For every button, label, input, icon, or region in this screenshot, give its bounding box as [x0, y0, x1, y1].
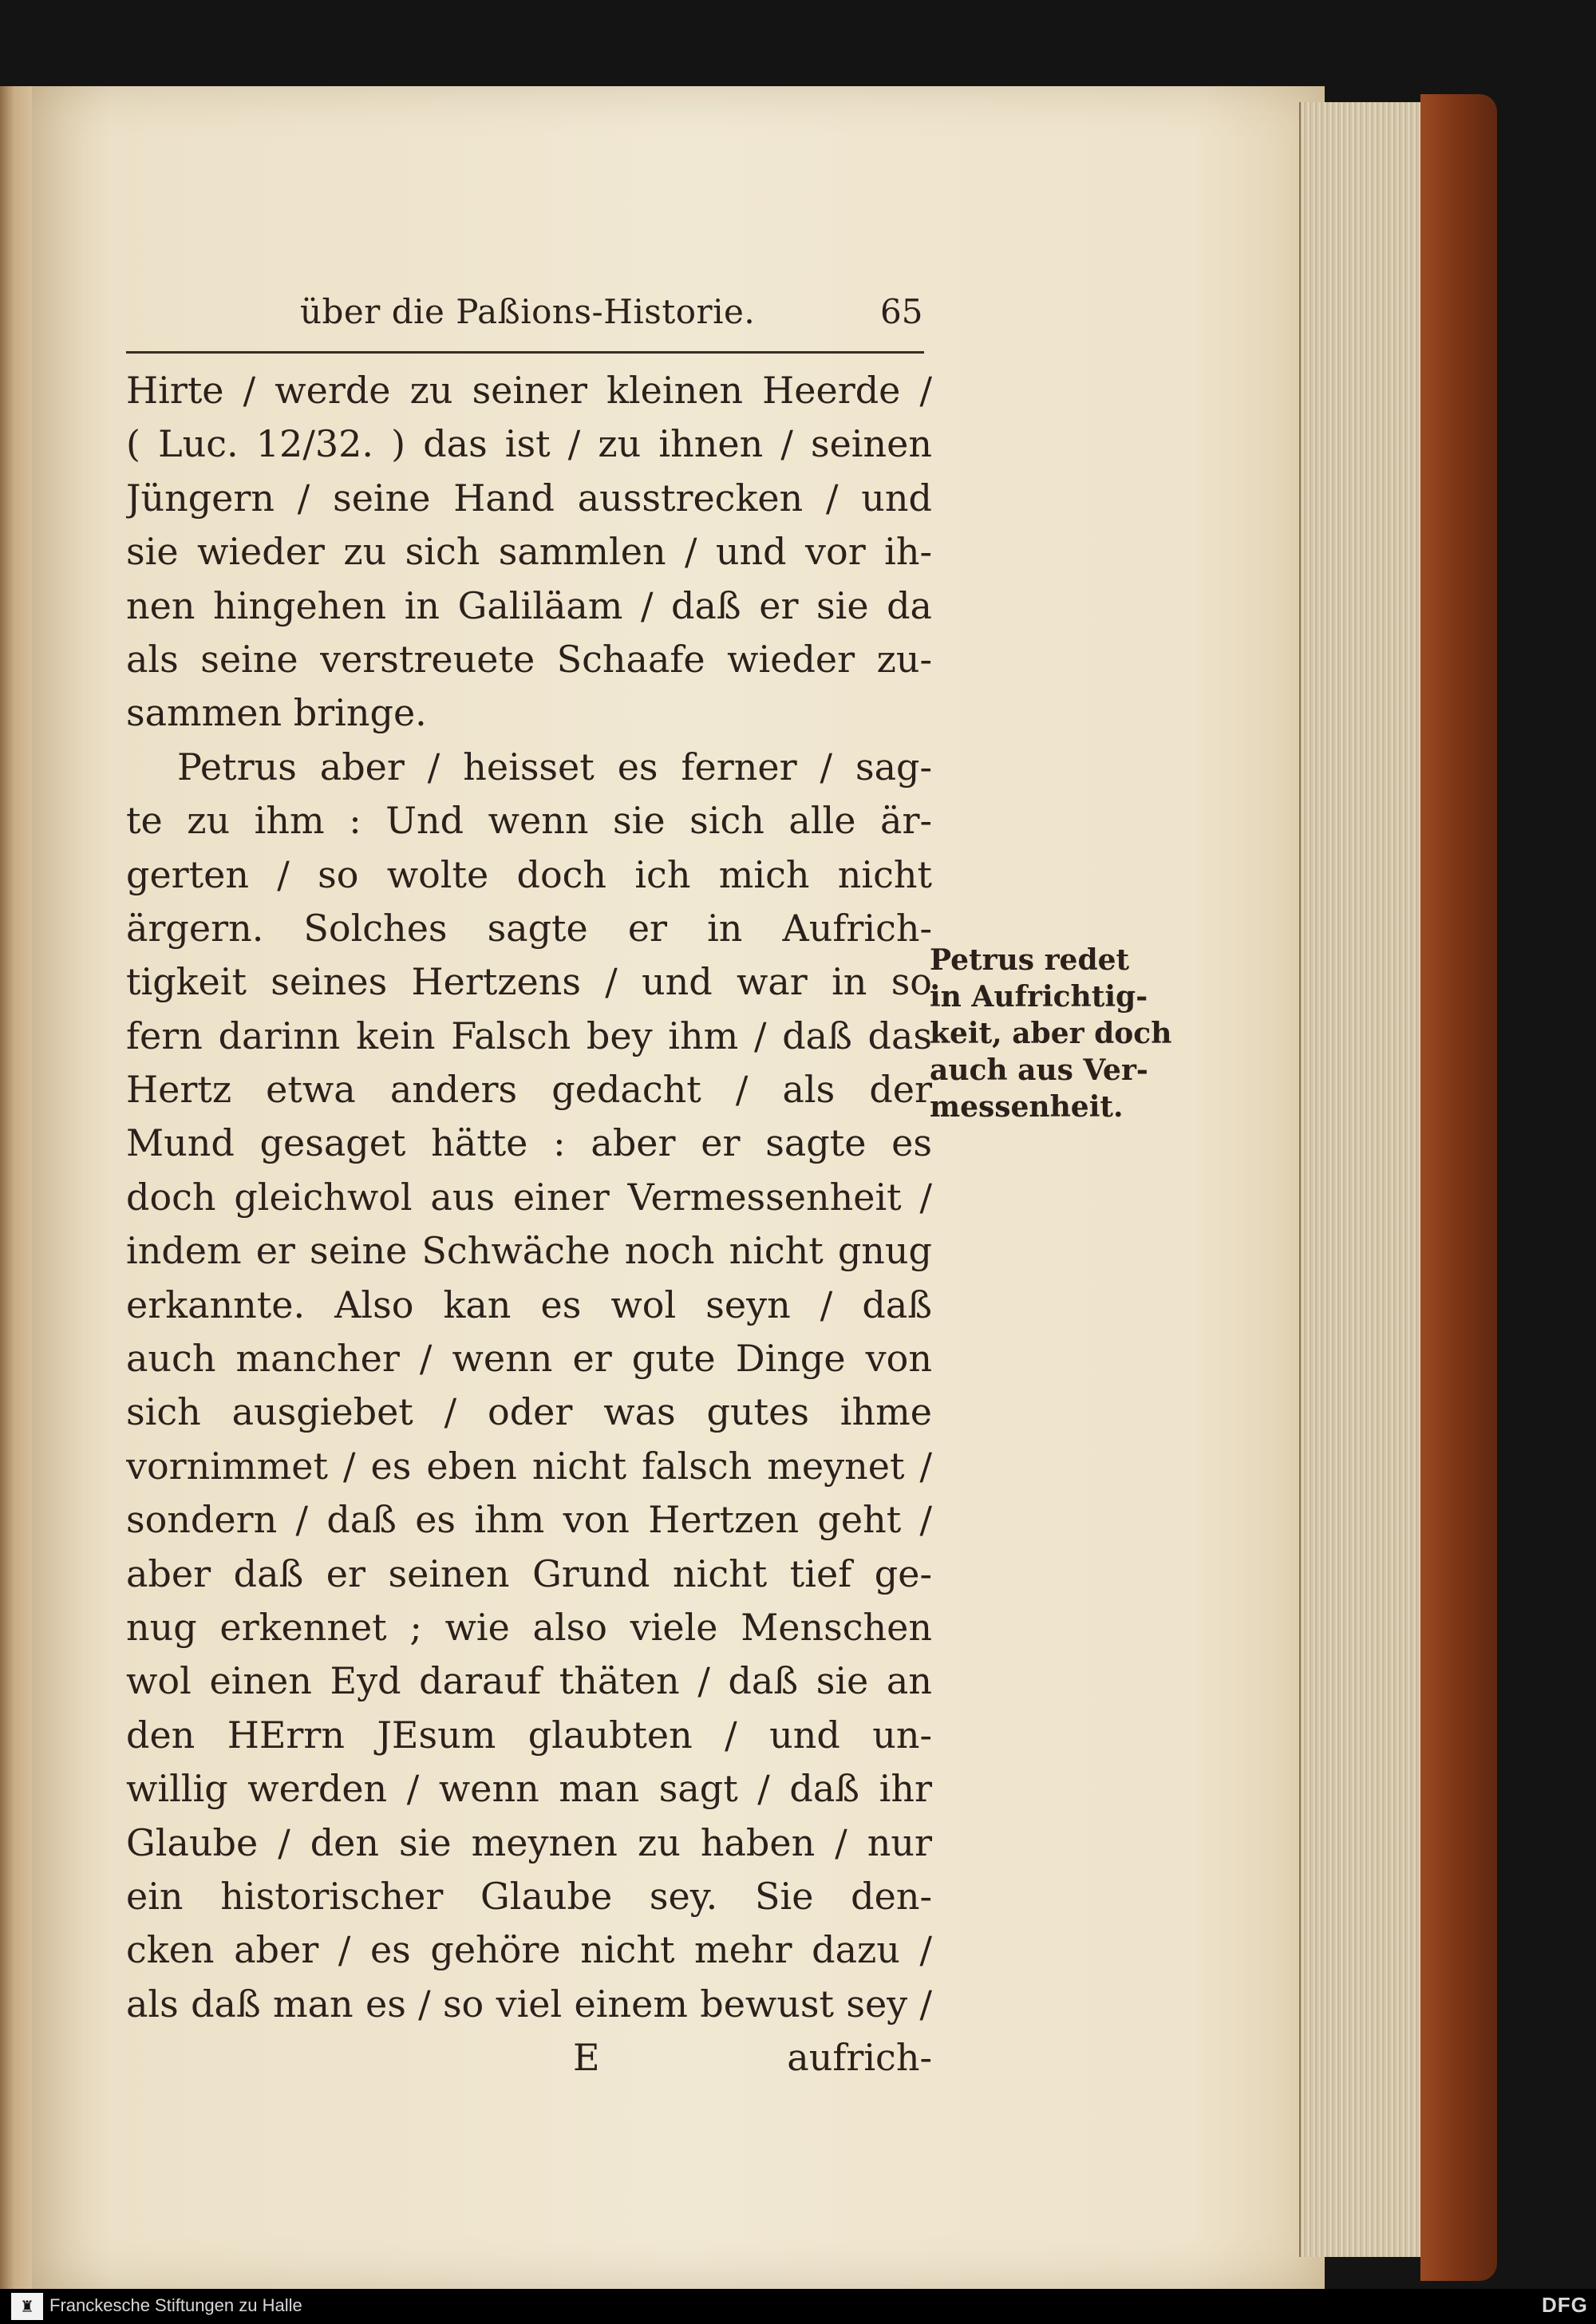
- text-line: sondern / daß es ihm von Hertzen geht /: [126, 1498, 932, 1542]
- page-edges: [1299, 102, 1428, 2257]
- text-line: als daß man es / so viel einem bewust sey /: [126, 1982, 932, 2026]
- book-page: [32, 86, 1325, 2289]
- text-line: sammen bringe.: [126, 691, 427, 735]
- margin-note-line: messenheit.: [930, 1090, 1124, 1124]
- text-line: willig werden / wenn man sagt / daß ihr: [126, 1767, 932, 1811]
- book-cover: [1420, 94, 1497, 2281]
- text-line: wol einen Eyd darauf thäten / daß sie an: [126, 1659, 932, 1703]
- text-line: auch mancher / wenn er gute Dinge von: [126, 1337, 932, 1381]
- text-line: vornimmet / es eben nicht falsch meynet /: [126, 1444, 932, 1488]
- text-line: te zu ihm : Und wenn sie sich alle är-: [126, 799, 932, 843]
- margin-note-line: in Aufrichtig-: [930, 980, 1148, 1014]
- text-line: als seine verstreuete Schaafe wieder zu-: [126, 637, 932, 681]
- margin-note-line: Petrus redet: [930, 943, 1130, 977]
- text-line: nug erkennet ; wie also viele Menschen: [126, 1605, 932, 1649]
- catchword: aufrich-: [787, 2036, 932, 2080]
- institution-name: Franckesche Stiftungen zu Halle: [49, 2295, 302, 2315]
- text-line: indem er seine Schwäche noch nicht gnug: [126, 1229, 932, 1273]
- text-line: gerten / so wolte doch ich mich nicht: [126, 852, 932, 896]
- text-line: Glaube / den sie meynen zu haben / nur: [126, 1820, 932, 1864]
- page-number: 65: [880, 292, 923, 331]
- text-line: cken aber / es gehöre nicht mehr dazu /: [126, 1928, 932, 1972]
- text-line: den HErrn JEsum glaubten / und un-: [126, 1713, 932, 1757]
- text-line: tigkeit seines Hertzens / und war in so: [126, 960, 932, 1004]
- text-line: ärgern. Solches sagte er in Aufrich-: [126, 906, 932, 950]
- text-line: Mund gesaget hätte : aber er sagte es: [126, 1121, 932, 1165]
- text-line: ein historischer Glaube sey. Sie den-: [126, 1874, 932, 1918]
- text-line: fern darinn kein Falsch bey ihm / daß das: [126, 1014, 932, 1057]
- head-rule: [126, 351, 924, 354]
- margin-note: [930, 942, 1172, 1125]
- text-line: erkannte. Also kan es wol seyn / daß: [126, 1283, 932, 1326]
- previous-page-edge: [0, 86, 35, 2289]
- dfg-logo: DFG: [1542, 2293, 1588, 2317]
- body-text: [126, 364, 932, 2085]
- institution-logo-icon: ♜: [11, 2293, 43, 2320]
- running-title: über die Paßions-Historie.: [300, 292, 756, 331]
- text-line: sie wieder zu sich sammlen / und vor ih-: [126, 530, 932, 574]
- margin-note-line: keit, aber doch: [930, 1017, 1172, 1050]
- text-line: aber daß er seinen Grund nicht tief ge-: [126, 1551, 932, 1595]
- text-line: doch gleichwol aus einer Vermessenheit /: [126, 1175, 932, 1219]
- margin-note-line: auch aus Ver-: [930, 1053, 1148, 1087]
- text-line: Petrus aber / heisset es ferner / sag-: [177, 745, 932, 788]
- text-line: Hertz etwa anders gedacht / als der: [126, 1068, 932, 1112]
- text-line: Hirte / werde zu seiner kleinen Heerde /: [126, 369, 932, 412]
- text-line: sich ausgiebet / oder was gutes ihme: [126, 1390, 932, 1434]
- text-line: nen hingehen in Galiläam / daß er sie da: [126, 583, 932, 627]
- running-head: [126, 270, 924, 350]
- signature-mark: E: [573, 2036, 600, 2080]
- catch-line: [126, 2031, 932, 2085]
- text-line: Jüngern / seine Hand ausstrecken / und: [126, 476, 932, 520]
- text-line: ( Luc. 12/32. ) das ist / zu ihnen / seinen: [126, 422, 932, 466]
